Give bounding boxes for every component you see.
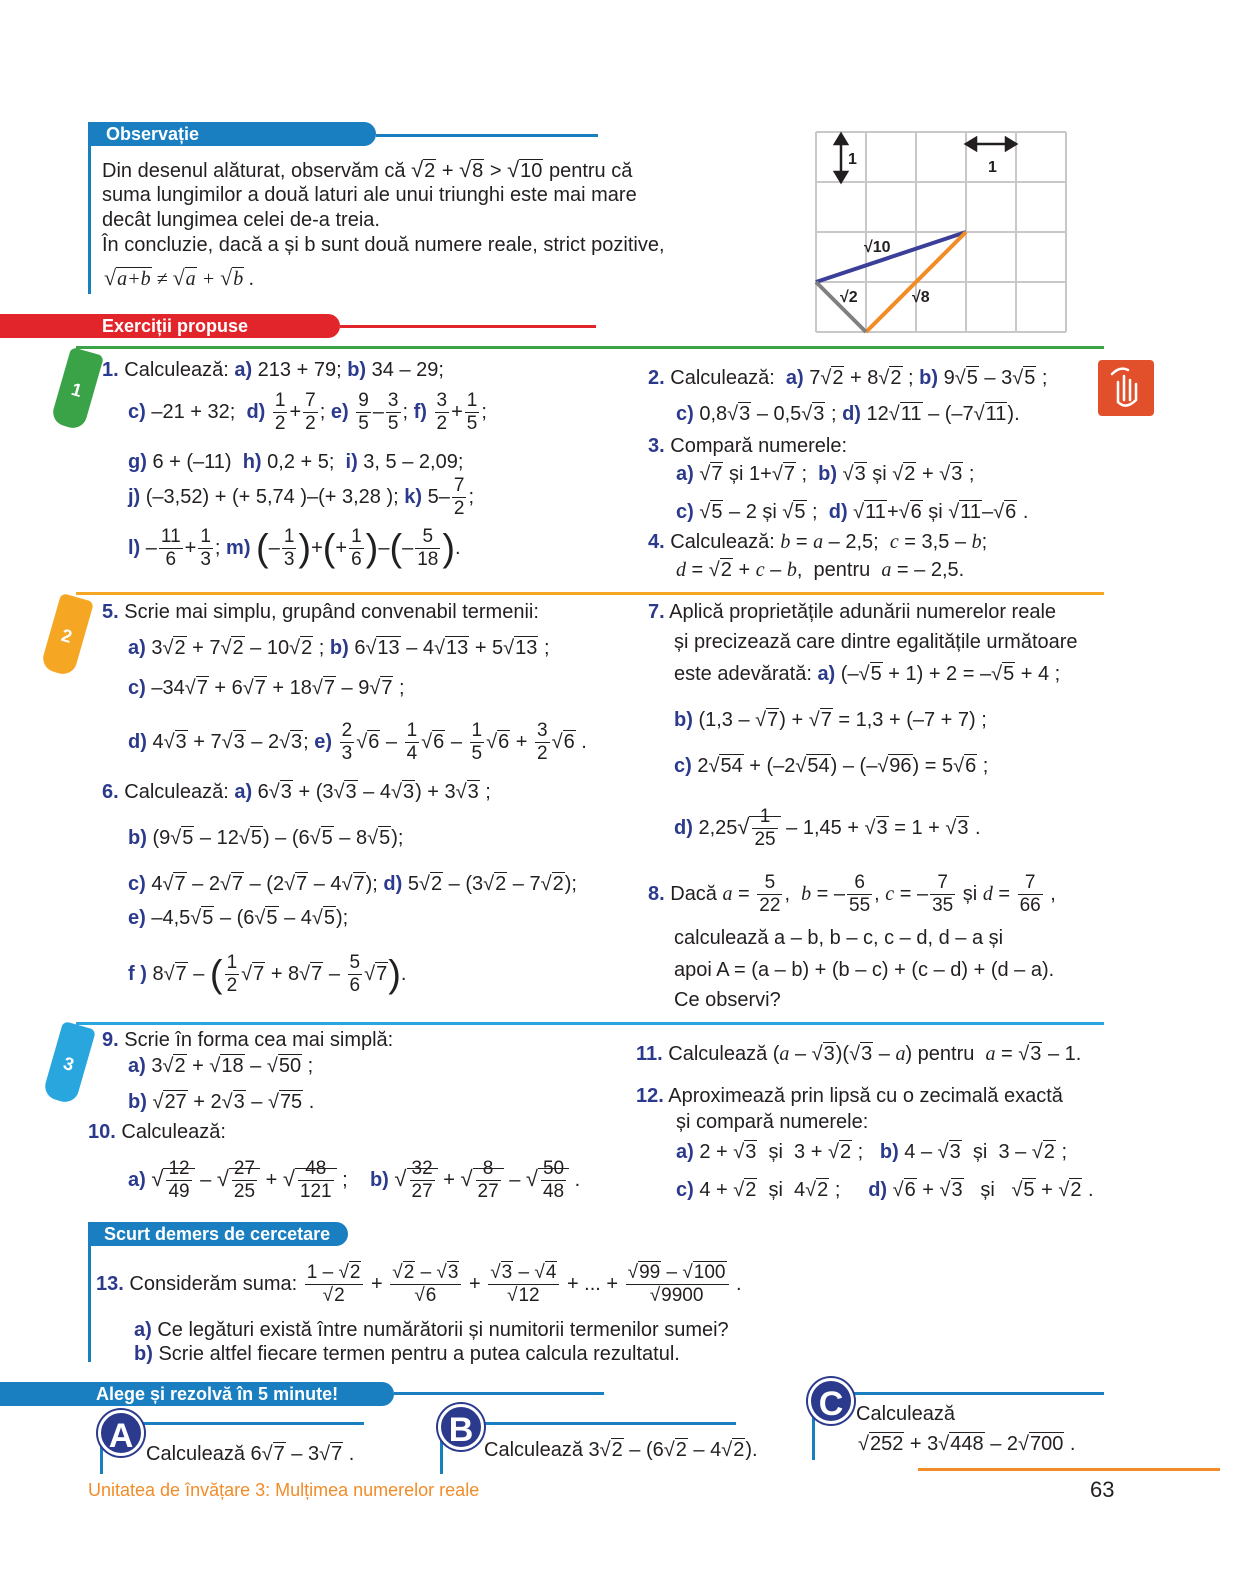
option-C-rule <box>812 1392 1104 1395</box>
ex13-b: b) Scrie altfel fiecare termen pentru a putea calcula rezultatul. <box>134 1343 680 1365</box>
observatie-header-line <box>376 134 598 137</box>
grid-figure <box>814 130 1068 334</box>
ex12-line1: 12. Aproximează prin lipsă cu o zecimală exactă <box>636 1085 1063 1107</box>
ex10-line1: a) √ $\frac{12}{49}$ – √ $\frac{27}{25}$ + √ $\frac{48}{121}$ ; b) √ $\frac{32}{27}$ + √ $\frac{8}{27}$ – √ $\frac{50}{48}$ . <box>128 1158 581 1202</box>
exercitii-header-line <box>340 325 596 328</box>
ex9-line2: b) √27 + 2√3 – √75 . <box>128 1091 315 1113</box>
ex3-line0: 3. Compară numerele: <box>648 435 847 457</box>
ex7-line3: este adevărată: a) (–√5 + 1) + 2 = –√5 + 4 ; <box>674 663 1061 685</box>
ex6-line1: 6. Calculează: a) 6√3 + (3√3 – 4√3) + 3√3 ; <box>102 781 491 803</box>
ex8-line2: calculează a – b, b – c, c – d, d – a și <box>674 927 1004 949</box>
hand-touch-icon[interactable] <box>1098 360 1154 416</box>
ex1-line3: g) 6 + (–11) h) 0,2 + 5; i) 3, 5 – 2,09; <box>128 451 464 473</box>
ex3-line1: a) √7 și 1+√7 ; b) √3 și √2 + √3 ; <box>676 463 975 485</box>
ex5-line3: d) 4√3 + 7√3 – 2√3; e) $\frac{2}{3}$ √6 – $\frac{1}{4}$ √6 – $\frac{1}{5}$ √6 + $\frac{3}{2}$ √6 . <box>128 720 587 764</box>
ex12-line4: c) 4 + √2 și 4√2 ; d) √6 + √3 și √5 + √2 . <box>676 1179 1094 1201</box>
ex2-line2: c) 0,8√3 – 0,5√3 ; d) 12√11 – (–7√11). <box>676 403 1020 425</box>
ex4-line2: d = √2 + c – b, pentru a = – 2,5. <box>676 559 965 581</box>
horizontal-unit-arrow <box>966 138 1016 150</box>
ex9-title: 9. Scrie în forma cea mai simplă: <box>102 1029 394 1051</box>
ex6-line2: b) (9√5 – 12√5) – (6√5 – 8√5); <box>128 827 404 849</box>
level-1-crayon: 1 <box>50 347 104 431</box>
ex12-line3: a) 2 + √3 și 3 + √2 ; b) 4 – √3 și 3 – √2 ; <box>676 1141 1068 1163</box>
label-sqrt10: √10 <box>864 239 891 256</box>
ex5-title: 5. Scrie mai simplu, grupând convenabil termenii: <box>102 601 539 623</box>
ex13-sum: 13. Considerăm suma: $\frac{1 - √2}{√2}$ + $\frac{√2 - √3}{√6}$ + $\frac{√3 - √4}{√12}$ + ... + $\frac{√99 - √100}{√9900}$ . <box>96 1262 742 1306</box>
ex10-title: 10. Calculează: <box>88 1121 226 1143</box>
level-2-crayon: 2 <box>40 593 94 677</box>
ex6-line4: e) –4,5√5 – (6√5 – 4√5); <box>128 907 349 929</box>
ex9-line1: a) 3√2 + √18 – √50 ; <box>128 1055 314 1077</box>
ex12-line2: și compară numerele: <box>676 1111 869 1133</box>
footer-unit: Unitatea de învățare 3: Mulțimea numerelor reale <box>88 1480 480 1500</box>
ex8-line4: Ce observi? <box>674 989 781 1011</box>
ex3-line2: c) √5 – 2 și √5 ; d) √11+√6 și √11–√6 . <box>676 501 1029 523</box>
ex1-line1: 1. Calculează: a) 213 + 79; b) 34 – 29; <box>102 359 444 381</box>
observatie-line2: suma lungimilor a două laturi ale unui triunghi este mai mare <box>102 184 637 206</box>
observatie-left-rule <box>88 146 91 294</box>
ex1-line5: l) – $\frac{11}{6}$ + $\frac{1}{3}$ ; m) (– $\frac{1}{3}$ )+(+ $\frac{1}{6}$ )–(– $\frac{5}{18}$ ). <box>128 526 461 570</box>
ex7-line6: d) 2,25√ $\frac{1}{25}$ – 1,45 + √3 = 1 + √3 . <box>674 806 981 850</box>
alege-header-line <box>394 1392 604 1395</box>
ex4-line1: 4. Calculează: b = a – 2,5; c = 3,5 – b; <box>648 531 988 553</box>
observatie-line3: decât lungimea celei de-a treia. <box>102 209 380 231</box>
footer-line <box>918 1468 1220 1471</box>
level-3-crayon: 3 <box>42 1021 96 1105</box>
level1-line <box>76 346 1104 349</box>
exercitii-title: Exerciții propuse <box>102 316 249 336</box>
ex8-line3: apoi A = (a – b) + (b – c) + (c – d) + (d – a). <box>674 959 1055 981</box>
ex13-a: a) Ce legături există între numărătorii și numitorii termenilor sumei? <box>134 1319 729 1341</box>
cercetare-title: Scurt demers de cercetare <box>104 1224 331 1244</box>
level3-line <box>76 1022 1104 1025</box>
alege-title: Alege și rezolvă în 5 minute! <box>96 1384 339 1404</box>
option-C-line2: √252 + 3√448 – 2√700 . <box>858 1433 1076 1455</box>
label-horizontal-1: 1 <box>988 159 997 176</box>
option-C-badge[interactable]: C <box>808 1378 854 1424</box>
observatie-conclusion: √a+b ≠ √a + √b . <box>104 265 255 290</box>
ex1-line2: c) –21 + 32; d) $\frac{1}{2}$ + $\frac{7}{2}$ ; e) $\frac{9}{5}$ – $\frac{3}{5}$ ; f) $\frac{3}{2}$ + $\frac{1}{5}$ ; <box>128 390 487 434</box>
option-B-badge[interactable]: B <box>438 1404 484 1450</box>
option-B-rule <box>440 1422 736 1425</box>
observatie-title: Observație <box>106 124 200 144</box>
ex1-line4: j) (–3,52) + (+ 5,74 )–(+ 3,28 ); k) 5– $\frac{7}{2}$ ; <box>128 475 475 519</box>
ex7-line4: b) (1,3 – √7) + √7 = 1,3 + (–7 + 7) ; <box>674 709 987 731</box>
option-A-text: Calculează 6√7 – 3√7 . <box>146 1443 355 1465</box>
option-A-badge[interactable]: A <box>98 1410 144 1456</box>
ex7-line1: 7. Aplică proprietățile adunării numerelor reale <box>648 601 1057 623</box>
level2-line <box>76 592 1104 595</box>
ex2-line1: 2. Calculează: a) 7√2 + 8√2 ; b) 9√5 – 3√5 ; <box>648 367 1048 389</box>
label-sqrt8: √8 <box>912 289 930 306</box>
ex11-line1: 11. Calculează (a – √3)(√3 – a) pentru a = √3 – 1. <box>636 1043 1082 1065</box>
observatie-line1: Din desenul alăturat, observăm că √2 + √8 > √10 pentru că <box>102 157 633 182</box>
ex6-line3: c) 4√7 – 2√7 – (2√7 – 4√7); d) 5√2 – (3√2 – 7√2); <box>128 873 577 895</box>
label-sqrt2: √2 <box>840 289 858 306</box>
cercetare-left-rule <box>88 1246 91 1362</box>
observatie-line4: În concluzie, dacă a și b sunt două numere reale, strict pozitive, <box>102 234 665 256</box>
page-number: 63 <box>1090 1477 1115 1502</box>
ex5-line1: a) 3√2 + 7√2 – 10√2 ; b) 6√13 – 4√13 + 5√13 ; <box>128 637 550 659</box>
option-B-text: Calculează 3√2 – (6√2 – 4√2). <box>484 1439 758 1461</box>
ex7-line2: și precizează care dintre egalitățile următoare <box>674 631 1078 653</box>
option-C-line1: Calculează <box>856 1403 955 1425</box>
ex7-line5: c) 2√54 + (–2√54) – (–√96) = 5√6 ; <box>674 755 989 777</box>
label-vertical-1: 1 <box>848 151 857 168</box>
ex6-line5: f ) 8√7 – ( $\frac{1}{2}$ √7 + 8√7 – $\frac{5}{6}$ √7). <box>128 952 407 996</box>
ex8-line1: 8. Dacă a = $\frac{5}{22}$ , b = – $\frac{6}{55}$ , c = – $\frac{7}{35}$ și d = $\frac{7}{66}$ , <box>648 872 1056 916</box>
vertical-unit-arrow <box>835 134 847 182</box>
inequality: √2 + √8 > √10 <box>411 157 543 182</box>
ex5-line2: c) –34√7 + 6√7 + 18√7 – 9√7 ; <box>128 677 405 699</box>
